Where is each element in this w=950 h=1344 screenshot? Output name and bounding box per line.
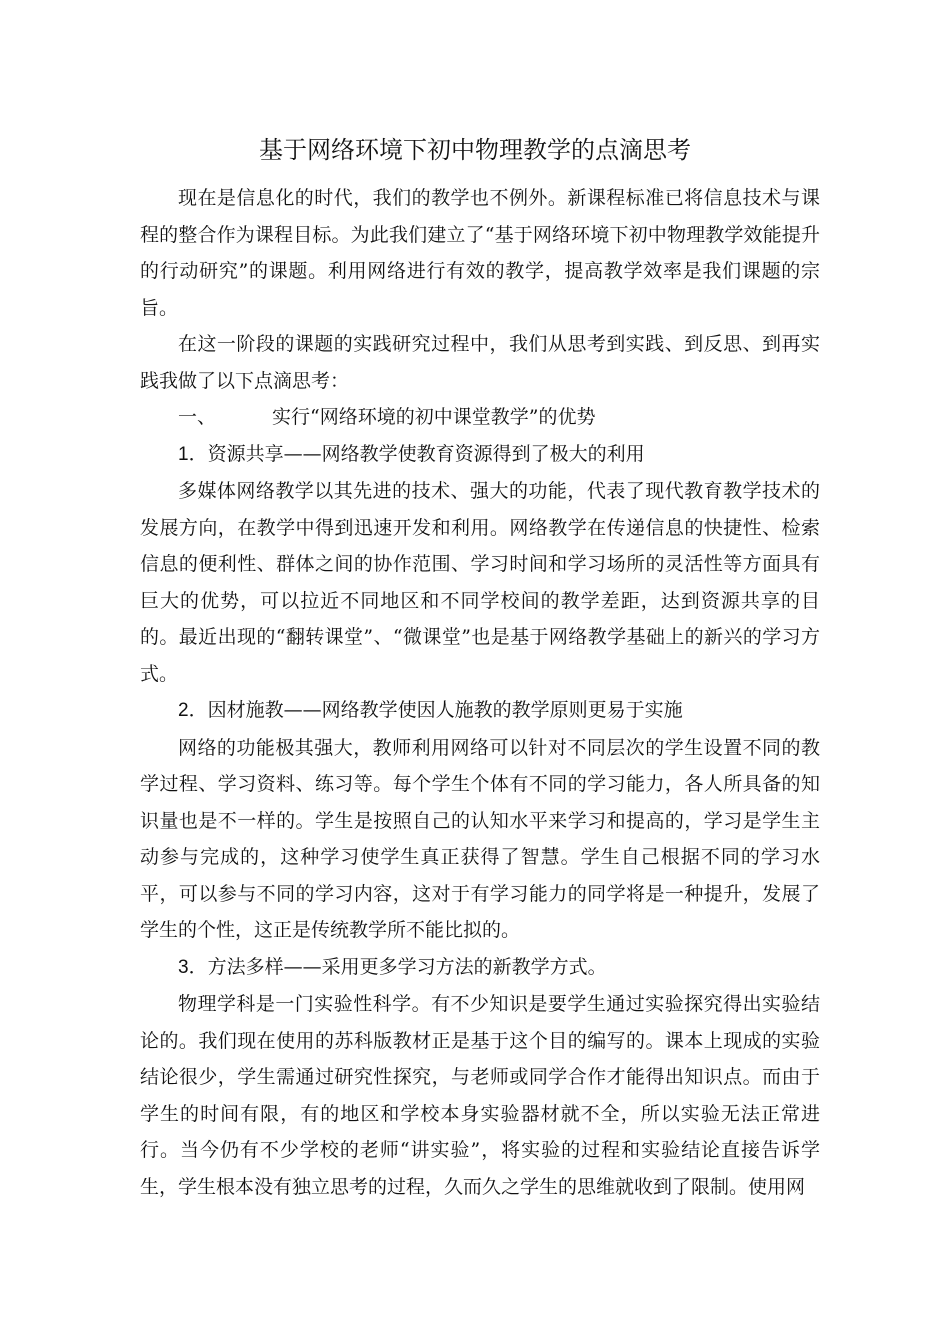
paragraph-individualized-teaching: 网络的功能极其强大，教师利用网络可以针对不同层次的学生设置不同的教学过程、学习资料、练习等。每个学生个体有不同的学习能力，各人所具备的知识量也是不一样的。学生是按照自己的认知水平来学习和提高的，学习是学生主动参与完成的，这种学习使学生真正获得了智慧。学生自己根据不同的学习水平，可以参与不同的学习内容，这对于有学习能力的同学将是一种提升，发展了学生的个性，这正是传统教学所不能比拟的。: [140, 736, 820, 941]
subsection-heading-3: [140, 949, 820, 987]
section-heading-text: 实行“网络环境的初中课堂教学”的优势: [272, 406, 596, 428]
document-body: [140, 180, 820, 1205]
subsection-text: 资源共享——网络教学使教育资源得到了极大的利用: [207, 442, 645, 465]
subsection-number: 2．: [178, 700, 208, 721]
section-marker: 一、: [178, 406, 217, 428]
paragraph-intro: 现在是信息化的时代，我们的教学也不例外。新课程标准已将信息技术与课程的整合作为课程目标。为此我们建立了“基于网络环境下初中物理教学效能提升的行动研究”的课题。利用网络进行有效的教学，提高教学效率是我们课题的宗旨。: [140, 187, 820, 319]
paragraph-resource-sharing: 多媒体网络教学以其先进的技术、强大的功能，代表了现代教育教学技术的发展方向，在教学中得到迅速开发和利用。网络教学在传递信息的快捷性、检索信息的便利性、群体之间的协作范围、学习时间和学习场所的灵活性等方面具有巨大的优势，可以拉近不同地区和不同学校间的教学差距，达到资源共享的目的。最近出现的“翻转课堂”、“微课堂”也是基于网络教学基础上的新兴的学习方式。: [140, 480, 820, 685]
subsection-text: 因材施教——网络教学使因人施教的教学原则更易于实施: [207, 699, 683, 721]
document-title: 基于网络环境下初中物理教学的点滴思考: [259, 136, 691, 164]
subsection-text: 方法多样——采用更多学习方法的新教学方式。: [207, 955, 607, 978]
subsection-number: 3．: [178, 956, 208, 978]
subsection-heading-2: [140, 692, 820, 730]
paragraph-reflection: 在这一阶段的课题的实践研究过程中，我们从思考到实践、到反思、到再实践我做了以下点滴思考：: [140, 333, 820, 392]
section-heading-one: [140, 399, 820, 436]
subsection-heading-1: [140, 436, 820, 474]
subsection-number: 1．: [178, 443, 208, 465]
paragraph-methods: 物理学科是一门实验性科学。有不少知识是要学生通过实验探究得出实验结论的。我们现在使用的苏科版教材正是基于这个目的编写的。课本上现成的实验结论很少，学生需通过研究性探究，与老师或同学合作才能得出知识点。而由于学生的时间有限，有的地区和学校本身实验器材就不全，所以实验无法正常进行。当今仍有不少学校的老师“讲实验”，将实验的过程和实验结论直接告诉学生，学生根本没有独立思考的过程，久而久之学生的思维就收到了限制。使用网: [140, 993, 820, 1198]
